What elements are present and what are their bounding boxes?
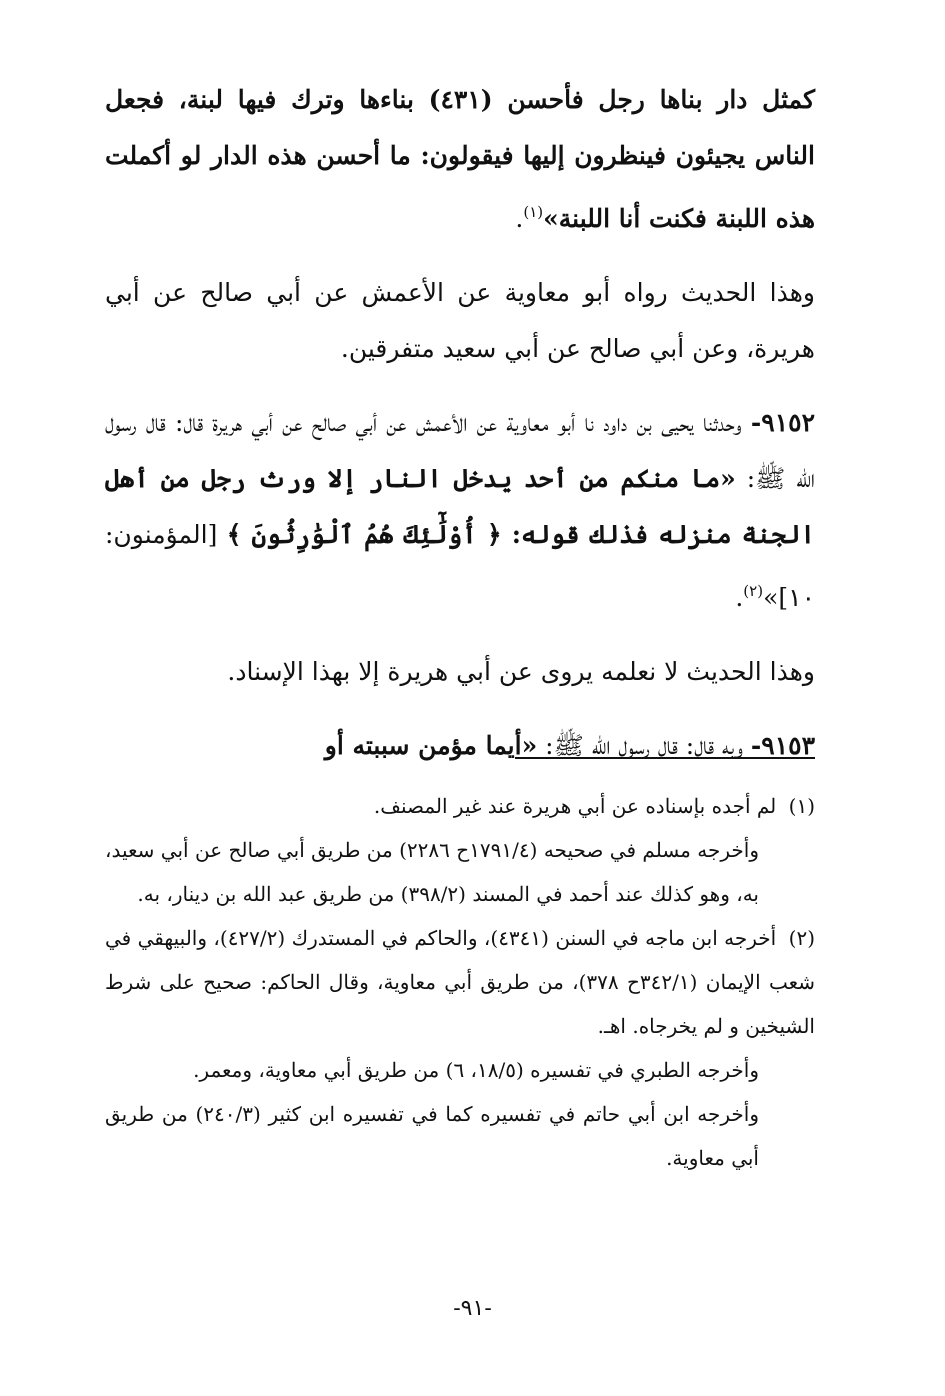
isnad-text: وحدثنا يحيى بن داود نا أبو معاوية عن الأعمش عن أبي صالح عن أبي هريرة قال: قال رسول الله ﷺ: (105, 408, 815, 493)
footnote-2-text: أخرجه ابن ماجه في السنن (٤٣٤١)، والحاكم في المستدرك (٤٢٧/٢)، والبيهقي في شعب الإيمان (٣٤٢/١ح ٣٧٨)، من طريق أبي معاوية، وقال الحاكم: صحيح على شرط الشيخين و لم يخرجاه. اهـ. (105, 926, 816, 1038)
footnote-divider (515, 757, 815, 759)
paragraph-hadith-9153 (105, 718, 815, 774)
footnote-2-line-2: وأخرجه الطبري في تفسيره (١٨/٥، ٦) من طريق أبي معاوية، ومعمر. (193, 1058, 759, 1082)
hadith-text: «أيما مؤمن سببته أو (324, 731, 538, 760)
hadith-number: ٩١٥٢- (750, 408, 815, 437)
footnote-2-line-3: وأخرجه ابن أبي حاتم في تفسيره كما في تفسيره ابن كثير (٢٤٠/٣) من طريق أبي معاوية. (105, 1102, 759, 1170)
period: . (735, 583, 744, 612)
hadith-text: كمثل دار بناها رجل فأحسن (٤٣١) بناءها وترك فيها لبنة، فجعل الناس يجيئون فينظرون إليها فيقولون: ما أحسن هذه الدار لو أكملت هذه اللبنة فكنت أنا اللبنة» (105, 85, 815, 233)
footnote-1-number: (١) (788, 794, 815, 818)
paragraph-hadith-9152 (105, 395, 815, 626)
footnote-ref-1[interactable]: (١) (523, 203, 544, 221)
footnotes (105, 784, 815, 1180)
footnote-1-text: لم أجده بإسناده عن أبي هريرة عند غير المصنف. (373, 794, 777, 818)
paragraph-commentary-2: وهذا الحديث لا نعلمه يروى عن أبي هريرة إلا بهذا الإسناد. (227, 657, 815, 686)
main-text (105, 72, 815, 792)
footnote-2-number: (٢) (788, 926, 816, 950)
page-number: -٩١- (453, 1296, 492, 1321)
paragraph-hadith-end (105, 72, 815, 247)
paragraph-commentary-1: وهذا الحديث رواه أبو معاوية عن الأعمش عن أبي صالح عن أبي هريرة، وعن أبي صالح عن أبي سعيد متفرقين. (105, 278, 815, 363)
footnote-2-line-1 (105, 916, 815, 1048)
period: . (515, 204, 524, 233)
isnad-text: وبه قال: قال رسول الله ﷺ: (537, 731, 743, 760)
hadith-text: «ما منكم من أحد يدخل النار إلا ورث رجل من أهل الجنة منزله فذلك قوله: ﴿ أُوْلَٰٓئِكَ هُمُ ٱلْوَٰرِثُونَ ﴾ (105, 464, 816, 549)
footnote-1-line-2: وأخرجه مسلم في صحيحه (١٧٩١/٤ح ٢٢٨٦) من طريق أبي صالح عن أبي سعيد، به، وهو كذلك عند أحمد في المسند (٣٩٨/٢) من طريق عبد الله بن دينار، به. (105, 838, 759, 906)
footnote-ref-2[interactable]: (٢) (743, 582, 764, 600)
quran-reference: [المؤمنون: ١٠]» (105, 520, 815, 612)
hadith-number: ٩١٥٣- (750, 731, 815, 760)
footnote-1-line-1 (105, 784, 815, 828)
